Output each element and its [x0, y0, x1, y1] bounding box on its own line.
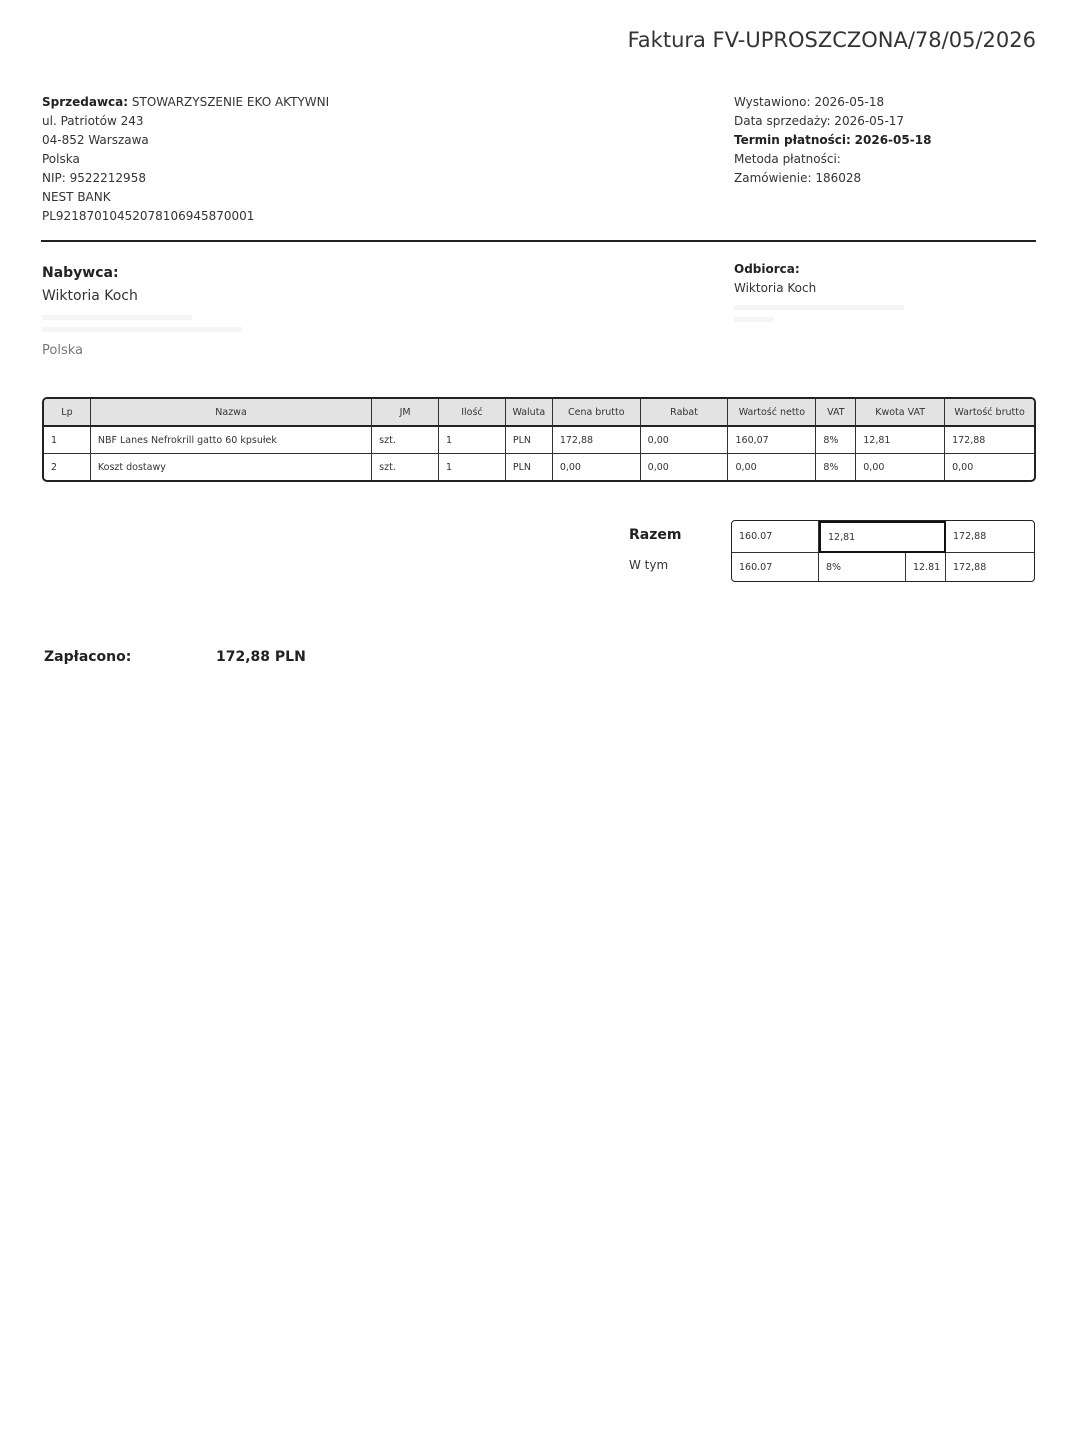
receiver-label: Odbiorca: [734, 262, 800, 276]
seller-nip: NIP: 9522212958 [42, 171, 146, 185]
column-header: Wartość netto [728, 399, 816, 427]
order-number: Zamówienie: 186028 [734, 171, 862, 185]
table-cell: 12,81 [856, 427, 945, 454]
paid-label: Zapłacono: [44, 649, 132, 665]
table-cell: 160,07 [728, 427, 816, 454]
table-cell: szt. [372, 454, 439, 480]
summary-brutto: 172,88 [946, 521, 1034, 553]
column-header: Rabat [641, 399, 729, 427]
table-cell: 0,00 [952, 461, 974, 473]
summary-total-label: Razem [629, 527, 682, 543]
table-row [44, 427, 1034, 454]
summary-vat-amount: 12,81 [819, 521, 946, 553]
buyer-block [42, 262, 242, 362]
column-header: Waluta [506, 399, 553, 427]
summary-total-row [732, 521, 1034, 553]
dates-block [734, 93, 931, 188]
table-cell: 1 [439, 454, 506, 480]
paid-amount: 172,88 PLN [216, 649, 306, 665]
items-table [42, 397, 1036, 482]
redacted-address-line [42, 315, 192, 320]
payment-due-value: 2026-05-18 [854, 133, 932, 147]
table-cell: 172,88 [945, 427, 1034, 454]
seller-account: PL92187010452078106945870001 [42, 209, 255, 223]
seller-country: Polska [42, 152, 80, 166]
column-header: JM [372, 399, 439, 427]
table-cell: 2 [44, 454, 91, 480]
table-cell: Koszt dostawy [91, 454, 372, 480]
table-cell: 0,00 [641, 427, 729, 454]
table-cell: 8% [816, 427, 856, 454]
payment-due-line [734, 131, 931, 150]
column-header: Kwota VAT [856, 399, 945, 427]
table-cell: 0,00 [553, 454, 641, 480]
summary-vat-rate: 8% [819, 553, 906, 581]
table-cell: 0,00 [641, 454, 729, 480]
sale-date: Data sprzedaży: 2026-05-17 [734, 114, 905, 128]
summary-breakdown-label: W tym [629, 558, 669, 572]
table-cell: 1 [439, 427, 506, 454]
table-cell: 172,88 [553, 427, 641, 454]
column-header: Lp [44, 399, 91, 427]
seller-name: STOWARZYSZENIE EKO AKTYWNI [131, 95, 330, 109]
redacted-address-line [734, 305, 904, 310]
table-cell: 8% [816, 454, 856, 480]
column-header: VAT [816, 399, 856, 427]
buyer-name: Wiktoria Koch [42, 288, 138, 304]
column-header: Nazwa [91, 399, 372, 427]
table-cell: 0,00 [856, 454, 945, 480]
seller-bank: NEST BANK [42, 190, 111, 204]
seller-label: Sprzedawca: [42, 95, 129, 109]
table-cell: szt. [372, 427, 439, 454]
seller-name-line [42, 93, 329, 112]
summary-netto: 160.07 [732, 553, 819, 581]
column-header: Ilość [439, 399, 506, 427]
redacted-address-line [734, 317, 774, 322]
buyer-country: Polska [42, 343, 83, 358]
header-divider [41, 240, 1036, 242]
column-header: Cena brutto [553, 399, 641, 427]
summary-netto: 160.07 [732, 521, 819, 553]
table-row [44, 454, 1034, 480]
receiver-block [734, 260, 904, 329]
seller-block [42, 93, 329, 226]
summary-table [731, 520, 1035, 582]
invoice-title: Faktura FV-UPROSZCZONA/78/05/2026 [627, 28, 1036, 52]
payment-method: Metoda płatności: [734, 152, 841, 166]
redacted-address-line [42, 327, 242, 332]
table-cell: PLN [506, 454, 553, 480]
issued-date: Wystawiono: 2026-05-18 [734, 95, 885, 109]
table-cell: NBF Lanes Nefrokrill gatto 60 kpsułek [91, 427, 372, 454]
seller-city: 04-852 Warszawa [42, 133, 149, 147]
table-cell: PLN [506, 427, 553, 454]
summary-vat-amount: 12.81 [906, 553, 946, 581]
payment-due-label: Termin płatności: [734, 133, 851, 147]
column-header: Wartość brutto [945, 399, 1034, 427]
seller-street: ul. Patriotów 243 [42, 114, 144, 128]
table-cell: 0,00 [728, 454, 816, 480]
summary-brutto: 172,88 [953, 561, 987, 573]
receiver-name: Wiktoria Koch [734, 281, 817, 295]
table-cell: 1 [44, 427, 91, 454]
buyer-label: Nabywca: [42, 265, 119, 281]
summary-breakdown-row [732, 553, 1034, 581]
table-header-row [44, 399, 1034, 427]
